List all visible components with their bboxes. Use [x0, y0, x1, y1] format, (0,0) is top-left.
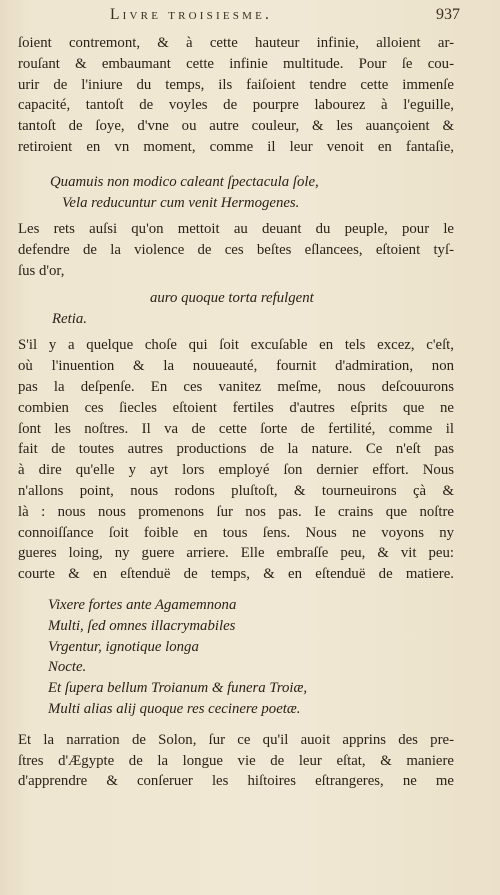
- text-line: n'allons point, nous rodons pluſtoſt, & tourneuirons çà &: [18, 482, 454, 499]
- text-line: retiroient en vn moment, comme il leur venoit en fantaſie,: [18, 138, 454, 155]
- verse-line: Retia.: [52, 310, 87, 327]
- text-line: combien ces ſiecles eſtoient fertiles d'autres eſprits que ne: [18, 399, 454, 416]
- verse-line: Quamuis non modico caleant ſpectacula ſole,: [50, 173, 319, 190]
- text-line: pas la deſpenſe. En ces vanitez meſme, nous deſcouurons: [18, 378, 454, 395]
- verse-line: Nocte.: [48, 659, 87, 676]
- paragraph-4: [18, 730, 454, 792]
- verse-line: Multi, ſed omnes illacrymabiles: [48, 617, 236, 634]
- text-line: defendre de la violence de ces beſtes eſlancees, eſtoient tyſ-: [18, 242, 454, 259]
- verse-line: Vixere fortes ante Agamemnona: [48, 596, 237, 613]
- text-line: courte & en eſtenduë de temps, & en eſtenduë de matiere.: [18, 566, 454, 583]
- text-line: là : nous nous promenons ſur nos pas. Ie crains que noſtre: [18, 503, 454, 520]
- text-line: où l'inuention & la nouueauté, fournit d'admiration, non: [18, 358, 454, 375]
- text-line: ſus d'or,: [18, 262, 65, 279]
- page-number: 937: [436, 6, 460, 23]
- paragraph-3: [18, 335, 454, 585]
- verse-line: Vela reducuntur cum venit Hermogenes.: [62, 194, 300, 211]
- text-line: connoiſſance ſoit foible en tous ſens. Nous ne voyons ny: [18, 524, 454, 541]
- text-line: Et la narration de Solon, ſur ce qu'il auoit apprins des pre-: [18, 731, 454, 748]
- text-line: S'il y a quelque choſe qui ſoit excuſable en tels excez, c'eſt,: [18, 337, 454, 354]
- text-line: ſtres d'Ægypte de la longue vie de leur eſtat, & maniere: [18, 752, 454, 769]
- verse-line: Multi alias alij quoque res cecinere poetæ.: [48, 700, 301, 717]
- verse-line: Et ſupera bellum Troianum & funera Troiæ,: [48, 680, 308, 697]
- text-line: ſont les noſtres. Il va de cette ſorte de fertilité, comme il: [18, 420, 454, 437]
- verse-line: Vrgentur, ignotique longa: [48, 638, 199, 655]
- text-line: rouſant & embaumant cette infinie multitude. Pour ſe cou-: [18, 55, 454, 72]
- text-line: fait de toutes autres productions de la nature. Ce n'eſt pas: [18, 441, 454, 458]
- text-line: capacité, tantoſt de voyles de pourpre labourez à l'eguille,: [18, 97, 454, 114]
- body-text: [18, 33, 454, 792]
- latin-quote-2: [18, 288, 454, 330]
- text-line: ſoient contremont, & à cette hauteur infinie, alloient ar-: [18, 35, 454, 51]
- verse-line: auro quoque torta refulgent: [150, 289, 314, 306]
- text-line: à dire qu'elle y ayt lors employé ſon dernier effort. Nous: [18, 462, 454, 479]
- page-header: [110, 6, 460, 24]
- running-title: Livre troisiesme.: [110, 6, 273, 23]
- text-line: Les rets auſsi qu'on mettoit au deuant du peuple, pour le: [18, 221, 454, 238]
- paragraph-1: [18, 33, 454, 158]
- text-line: tantoſt de ſoye, d'vne ou autre couleur, & les auançoient &: [18, 118, 454, 135]
- latin-quote-3: [18, 595, 454, 720]
- text-line: gueres loing, ny guere arriere. Elle embraſſe peu, & vit peu:: [18, 545, 454, 562]
- latin-quote-1: [18, 172, 454, 214]
- text-line: d'apprendre & conſeruer les hiſtoires eſtrangeres, ne me: [18, 773, 454, 790]
- paragraph-2: [18, 219, 454, 281]
- text-line: urir de l'iniure du temps, ils faiſoient tendre cette immenſe: [18, 76, 454, 93]
